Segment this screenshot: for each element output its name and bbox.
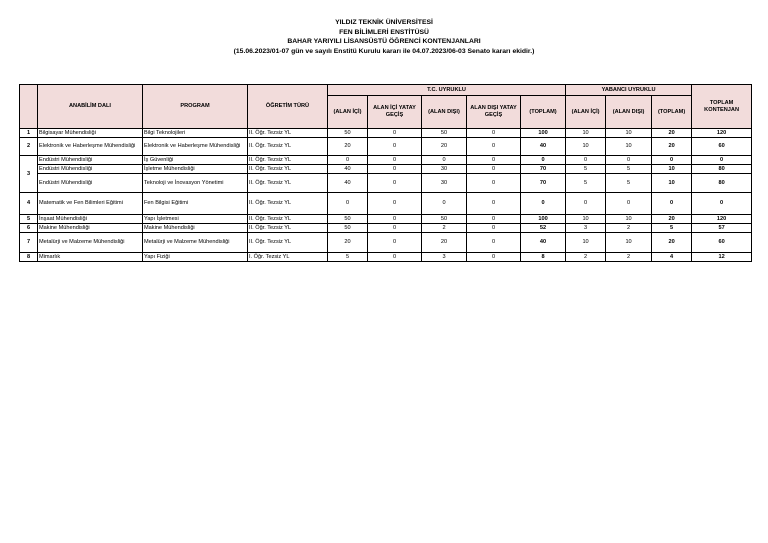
cell-total: 60 — [692, 138, 752, 156]
cell-yb-toplam: 20 — [652, 233, 692, 253]
table-row — [20, 224, 752, 233]
cell-program: Yapı İşletmesi — [143, 215, 248, 224]
row-number: 8 — [20, 253, 38, 262]
cell-tc-alan-disi: 30 — [422, 165, 467, 174]
header-yabanci-group: YABANCI UYRUKLU — [566, 85, 692, 96]
cell-tc-alan-ici-yatay: 0 — [368, 193, 422, 215]
table-row — [20, 156, 752, 165]
header-tc-alan-disi-yatay: ALAN DIŞI YATAY GEÇİŞ — [467, 96, 521, 129]
cell-yb-alan-disi: 0 — [606, 156, 652, 165]
cell-tc-alan-disi-yatay: 0 — [467, 174, 521, 193]
cell-total: 120 — [692, 215, 752, 224]
cell-tc-alan-disi-yatay: 0 — [467, 253, 521, 262]
cell-yb-alan-ici: 10 — [566, 129, 606, 138]
cell-tc-alan-ici: 50 — [328, 224, 368, 233]
cell-tc-alan-ici-yatay: 0 — [368, 156, 422, 165]
cell-tc-toplam: 40 — [521, 138, 566, 156]
header-tc-toplam: (TOPLAM) — [521, 96, 566, 129]
cell-yb-alan-disi: 5 — [606, 174, 652, 193]
cell-tc-alan-disi-yatay: 0 — [467, 138, 521, 156]
cell-tc-alan-disi-yatay: 0 — [467, 224, 521, 233]
cell-program: Yapı Fiziği — [143, 253, 248, 262]
header-anabilim: ANABİLİM DALI — [38, 85, 143, 129]
cell-ogretim: II. Öğr. Tezsiz YL — [248, 138, 328, 156]
cell-ogretim: II. Öğr. Tezsiz YL — [248, 174, 328, 193]
row-number: 4 — [20, 193, 38, 215]
cell-ogretim: II. Öğr. Tezsiz YL — [248, 224, 328, 233]
cell-tc-alan-ici: 20 — [328, 233, 368, 253]
cell-tc-alan-ici-yatay: 0 — [368, 165, 422, 174]
cell-tc-alan-ici-yatay: 0 — [368, 224, 422, 233]
cell-tc-toplam: 100 — [521, 215, 566, 224]
cell-tc-alan-disi: 3 — [422, 253, 467, 262]
table-row — [20, 233, 752, 253]
cell-total: 80 — [692, 165, 752, 174]
table-row — [20, 193, 752, 215]
cell-program: Metalürji ve Malzeme Mühendisliği — [143, 233, 248, 253]
cell-tc-alan-disi-yatay: 0 — [467, 165, 521, 174]
cell-anabilim: Mimarlık — [38, 253, 143, 262]
cell-yb-alan-disi: 10 — [606, 129, 652, 138]
header-yb-alan-ici: (ALAN İÇİ) — [566, 96, 606, 129]
cell-tc-alan-ici: 20 — [328, 138, 368, 156]
cell-tc-alan-disi: 0 — [422, 193, 467, 215]
cell-program: Bilgi Teknolojileri — [143, 129, 248, 138]
cell-tc-alan-disi: 0 — [422, 156, 467, 165]
cell-tc-toplam: 52 — [521, 224, 566, 233]
cell-tc-alan-disi: 20 — [422, 138, 467, 156]
header-yb-toplam: (TOPLAM) — [652, 96, 692, 129]
header-tc-alan-ici-yatay: ALAN İÇİ YATAY GEÇİŞ — [368, 96, 422, 129]
cell-anabilim: Endüstri Mühendisliği — [38, 165, 143, 174]
table-row — [20, 129, 752, 138]
cell-yb-toplam: 20 — [652, 129, 692, 138]
cell-total: 12 — [692, 253, 752, 262]
cell-yb-alan-disi: 10 — [606, 215, 652, 224]
title-line-heading: BAHAR YARIYILI LİSANSÜSTÜ ÖĞRENCİ KONTENJANLARI — [287, 38, 481, 46]
title-line-university: YILDIZ TEKNİK ÜNİVERSİTESİ — [335, 19, 433, 26]
cell-tc-alan-disi-yatay: 0 — [467, 233, 521, 253]
header-toplam-kontenjan: TOPLAM KONTENJAN — [692, 85, 752, 129]
header-tc-alan-ici: (ALAN İÇİ) — [328, 96, 368, 129]
cell-tc-toplam: 8 — [521, 253, 566, 262]
cell-yb-toplam: 0 — [652, 193, 692, 215]
cell-tc-alan-ici: 40 — [328, 174, 368, 193]
cell-yb-toplam: 20 — [652, 215, 692, 224]
cell-tc-alan-disi-yatay: 0 — [467, 215, 521, 224]
cell-yb-alan-disi: 10 — [606, 138, 652, 156]
cell-ogretim: II. Öğr. Tezsiz YL — [248, 129, 328, 138]
cell-yb-alan-ici: 5 — [566, 174, 606, 193]
cell-tc-alan-disi: 30 — [422, 174, 467, 193]
cell-tc-alan-disi: 2 — [422, 224, 467, 233]
cell-tc-alan-ici-yatay: 0 — [368, 174, 422, 193]
cell-tc-toplam: 40 — [521, 233, 566, 253]
cell-yb-alan-ici: 0 — [566, 156, 606, 165]
cell-tc-alan-disi-yatay: 0 — [467, 156, 521, 165]
cell-tc-toplam: 70 — [521, 174, 566, 193]
cell-yb-toplam: 5 — [652, 224, 692, 233]
title-line-decision: (15.06.2023/01-07 gün ve sayılı Enstitü Kurulu kararı ile 04.07.2023/06-03 Senato kararı ekidir.) — [233, 47, 535, 55]
cell-yb-alan-ici: 0 — [566, 193, 606, 215]
row-number: 2 — [20, 138, 38, 156]
cell-yb-alan-ici: 10 — [566, 215, 606, 224]
cell-tc-alan-ici: 40 — [328, 165, 368, 174]
cell-yb-toplam: 0 — [652, 156, 692, 165]
cell-program: Elektronik ve Haberleşme Mühendisliği — [143, 138, 248, 156]
header-no — [20, 85, 38, 129]
cell-tc-alan-ici-yatay: 0 — [368, 253, 422, 262]
cell-tc-alan-ici: 0 — [328, 156, 368, 165]
cell-tc-alan-disi: 50 — [422, 215, 467, 224]
cell-total: 60 — [692, 233, 752, 253]
cell-anabilim: Metalürji ve Malzeme Mühendisliği — [38, 233, 143, 253]
table-row — [20, 215, 752, 224]
row-number: 1 — [20, 129, 38, 138]
cell-total: 80 — [692, 174, 752, 193]
cell-yb-alan-ici: 5 — [566, 165, 606, 174]
cell-total: 120 — [692, 129, 752, 138]
cell-yb-alan-disi: 10 — [606, 233, 652, 253]
cell-tc-alan-ici: 5 — [328, 253, 368, 262]
cell-anabilim: Bilgisayar Mühendisliği — [38, 129, 143, 138]
cell-tc-alan-ici-yatay: 0 — [368, 129, 422, 138]
table-row — [20, 253, 752, 262]
cell-yb-alan-ici: 3 — [566, 224, 606, 233]
table-row — [20, 174, 752, 193]
cell-anabilim: Makine Mühendisliği — [38, 224, 143, 233]
table-row — [20, 138, 752, 156]
cell-yb-alan-ici: 10 — [566, 233, 606, 253]
cell-tc-alan-disi-yatay: 0 — [467, 193, 521, 215]
cell-anabilim: Elektronik ve Haberleşme Mühendisliği — [38, 138, 143, 156]
cell-tc-alan-ici: 50 — [328, 215, 368, 224]
cell-ogretim: I. Öğr. Tezsiz YL — [248, 253, 328, 262]
cell-anabilim: İnşaat Mühendisliği — [38, 215, 143, 224]
cell-total: 0 — [692, 193, 752, 215]
cell-anabilim: Endüstri Mühendisliği — [38, 156, 143, 165]
cell-program: Teknoloji ve İnovasyon Yönetimi — [143, 174, 248, 193]
cell-ogretim: II. Öğr. Tezsiz YL — [248, 193, 328, 215]
cell-total: 57 — [692, 224, 752, 233]
cell-ogretim: II. Öğr. Tezsiz YL — [248, 165, 328, 174]
row-number: 7 — [20, 233, 38, 253]
cell-yb-toplam: 4 — [652, 253, 692, 262]
header-tc-alan-disi: (ALAN DIŞI) — [422, 96, 467, 129]
cell-yb-alan-ici: 10 — [566, 138, 606, 156]
cell-ogretim: II. Öğr. Tezsiz YL — [248, 233, 328, 253]
cell-yb-toplam: 10 — [652, 174, 692, 193]
cell-anabilim: Matematik ve Fen Bilimleri Eğitimi — [38, 193, 143, 215]
cell-program: Fen Bilgisi Eğitimi — [143, 193, 248, 215]
quota-table — [19, 84, 752, 262]
row-number: 5 — [20, 215, 38, 224]
cell-tc-alan-disi: 20 — [422, 233, 467, 253]
header-yb-alan-disi: (ALAN DIŞI) — [606, 96, 652, 129]
cell-tc-toplam: 70 — [521, 165, 566, 174]
row-number: 3 — [20, 156, 38, 193]
cell-total: 0 — [692, 156, 752, 165]
cell-tc-alan-ici-yatay: 0 — [368, 233, 422, 253]
cell-yb-alan-ici: 2 — [566, 253, 606, 262]
table-row — [20, 165, 752, 174]
row-number: 6 — [20, 224, 38, 233]
header-ogretim: ÖĞRETİM TÜRÜ — [248, 85, 328, 129]
cell-tc-alan-disi: 50 — [422, 129, 467, 138]
cell-yb-alan-disi: 2 — [606, 253, 652, 262]
cell-tc-toplam: 0 — [521, 156, 566, 165]
document-title — [0, 18, 768, 56]
title-line-institute: FEN BİLİMLERİ ENSTİTÜSÜ — [339, 28, 429, 36]
cell-tc-alan-ici: 0 — [328, 193, 368, 215]
cell-program: İş Güvenliği — [143, 156, 248, 165]
cell-yb-alan-disi: 0 — [606, 193, 652, 215]
cell-tc-alan-ici: 50 — [328, 129, 368, 138]
cell-tc-alan-ici-yatay: 0 — [368, 215, 422, 224]
cell-tc-toplam: 100 — [521, 129, 566, 138]
cell-yb-alan-disi: 2 — [606, 224, 652, 233]
cell-tc-alan-disi-yatay: 0 — [467, 129, 521, 138]
cell-yb-toplam: 10 — [652, 165, 692, 174]
cell-ogretim: II. Öğr. Tezsiz YL — [248, 215, 328, 224]
cell-yb-toplam: 20 — [652, 138, 692, 156]
cell-yb-alan-disi: 5 — [606, 165, 652, 174]
cell-anabilim: Endüstri Mühendisliği — [38, 174, 143, 193]
cell-program: Makine Mühendisliği — [143, 224, 248, 233]
cell-tc-alan-ici-yatay: 0 — [368, 138, 422, 156]
cell-program: İşletme Mühendisliği — [143, 165, 248, 174]
cell-tc-toplam: 0 — [521, 193, 566, 215]
cell-ogretim: II. Öğr. Tezsiz YL — [248, 156, 328, 165]
header-tc-group: T.C. UYRUKLU — [328, 85, 566, 96]
header-program: PROGRAM — [143, 85, 248, 129]
